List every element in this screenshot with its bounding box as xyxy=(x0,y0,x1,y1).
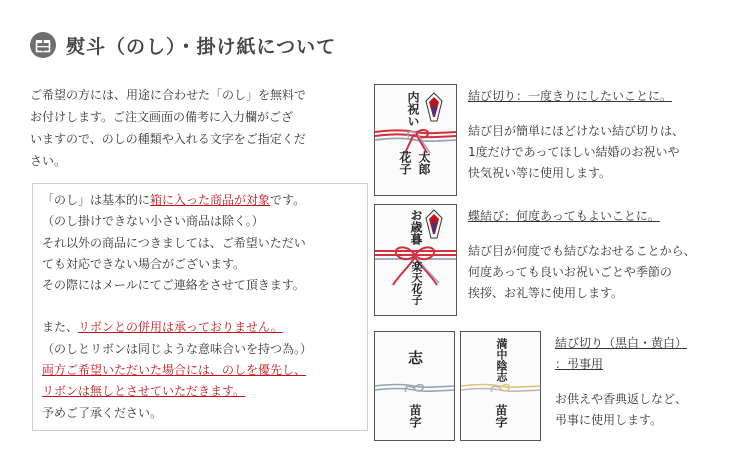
type-condolence-desc xyxy=(555,333,725,431)
intro-line: いますので、のしの種類や入れる文字をご指定くだ xyxy=(30,132,306,146)
notice-line: その際にはメールにてご連絡をさせて頂きます。 xyxy=(42,278,305,293)
type-line: 挨拶、お礼等に使用します。 xyxy=(468,286,624,300)
noshi-name-text: 苗字 xyxy=(408,404,422,428)
notice-line: ても対応できない場合がございます。 xyxy=(42,256,246,271)
noshi-sample-condolence-kihaku xyxy=(460,331,541,441)
type-line: 弔事に使用します。 xyxy=(555,413,663,427)
noshi-top-text: 満中陰志 xyxy=(495,338,508,382)
notice-line xyxy=(42,360,358,381)
type-line: 何度あっても良いお祝いごとや季節の xyxy=(468,265,672,279)
noshi-sample-chomusubi xyxy=(374,204,457,316)
noshi-name-text: 花子 xyxy=(398,151,412,175)
type-line: 結び目が何度でも結びなおせることから、 xyxy=(468,244,696,258)
type-title-line: ：弔事用 xyxy=(555,357,604,371)
noshi-sample-condolence-kokuhaku xyxy=(374,331,455,441)
noshi-name-text: 苗字 xyxy=(494,404,508,428)
type-line: 1度だけであってほしい結婚のお祝いや xyxy=(468,145,680,159)
noshi-top-text: 志 xyxy=(406,350,424,365)
notice-highlight: 両方ご希望いただいた場合には、のしを優先し、 xyxy=(42,363,307,378)
type-title-line: 結び切り（黒白・黄白） xyxy=(555,336,688,350)
notice-highlight: リボンとの併用は承っておりません。 xyxy=(78,320,283,335)
type-musubikiri-desc xyxy=(468,86,723,184)
page-title: 熨斗（のし）・掛け紙について xyxy=(66,35,337,58)
type-line: お供えや香典返しなど、 xyxy=(555,392,688,406)
notice-box xyxy=(32,183,368,431)
noshi-top-text: お歳暮 xyxy=(409,209,423,245)
noshi-name-text: 楽天花子 xyxy=(410,261,423,305)
noshi-top-text: 内祝い xyxy=(406,91,420,127)
type-line: 快気祝い等に使用します。 xyxy=(468,166,612,180)
notice-line: （のしとリボンは同じような意味合いを持つ為。） xyxy=(42,341,313,356)
notice-text: 「のし」は基本的に xyxy=(42,193,151,207)
mizuhiki-gray-line xyxy=(375,139,456,142)
type-title: 蝶結び：何度あってもよいことに。 xyxy=(468,209,660,223)
gift-box-icon xyxy=(30,32,56,58)
noshi-sample-musubikiri xyxy=(374,84,457,196)
notice-line xyxy=(42,317,358,338)
notice-line xyxy=(42,381,358,402)
intro-line: ご希望の方には、用途に合わせた「のし」を無料で xyxy=(30,88,307,102)
intro-line: さい。 xyxy=(30,154,67,168)
notice-highlight: リボンは無しとさせていただきます。 xyxy=(42,384,246,399)
type-chomusubi-desc xyxy=(468,206,723,304)
notice-line: 予めご了承ください。 xyxy=(42,405,163,420)
type-line: 結び目が簡単にほどけない結び切りは、 xyxy=(468,124,685,138)
noshi-ornament-icon xyxy=(426,210,442,238)
notice-text: また、 xyxy=(42,320,79,335)
section-header xyxy=(30,30,336,60)
intro-line: お付けします。ご注文画面の備考に入力欄がござ xyxy=(30,110,294,124)
notice-line xyxy=(42,190,358,211)
type-title: 結び切り：一度きりにしたいことに。 xyxy=(468,89,673,103)
intro-text xyxy=(30,84,370,172)
type-title xyxy=(555,333,725,375)
notice-line: （のし掛けできない小さい商品は除く。） xyxy=(42,214,264,229)
notice-text: です。 xyxy=(270,193,306,207)
noshi-name-text: 太郎 xyxy=(417,151,431,175)
noshi-ornament-icon xyxy=(426,93,442,121)
notice-line: それ以外の商品につきましては、ご希望いただい xyxy=(42,235,306,250)
notice-highlight: 箱に入った商品が対象 xyxy=(150,193,271,207)
